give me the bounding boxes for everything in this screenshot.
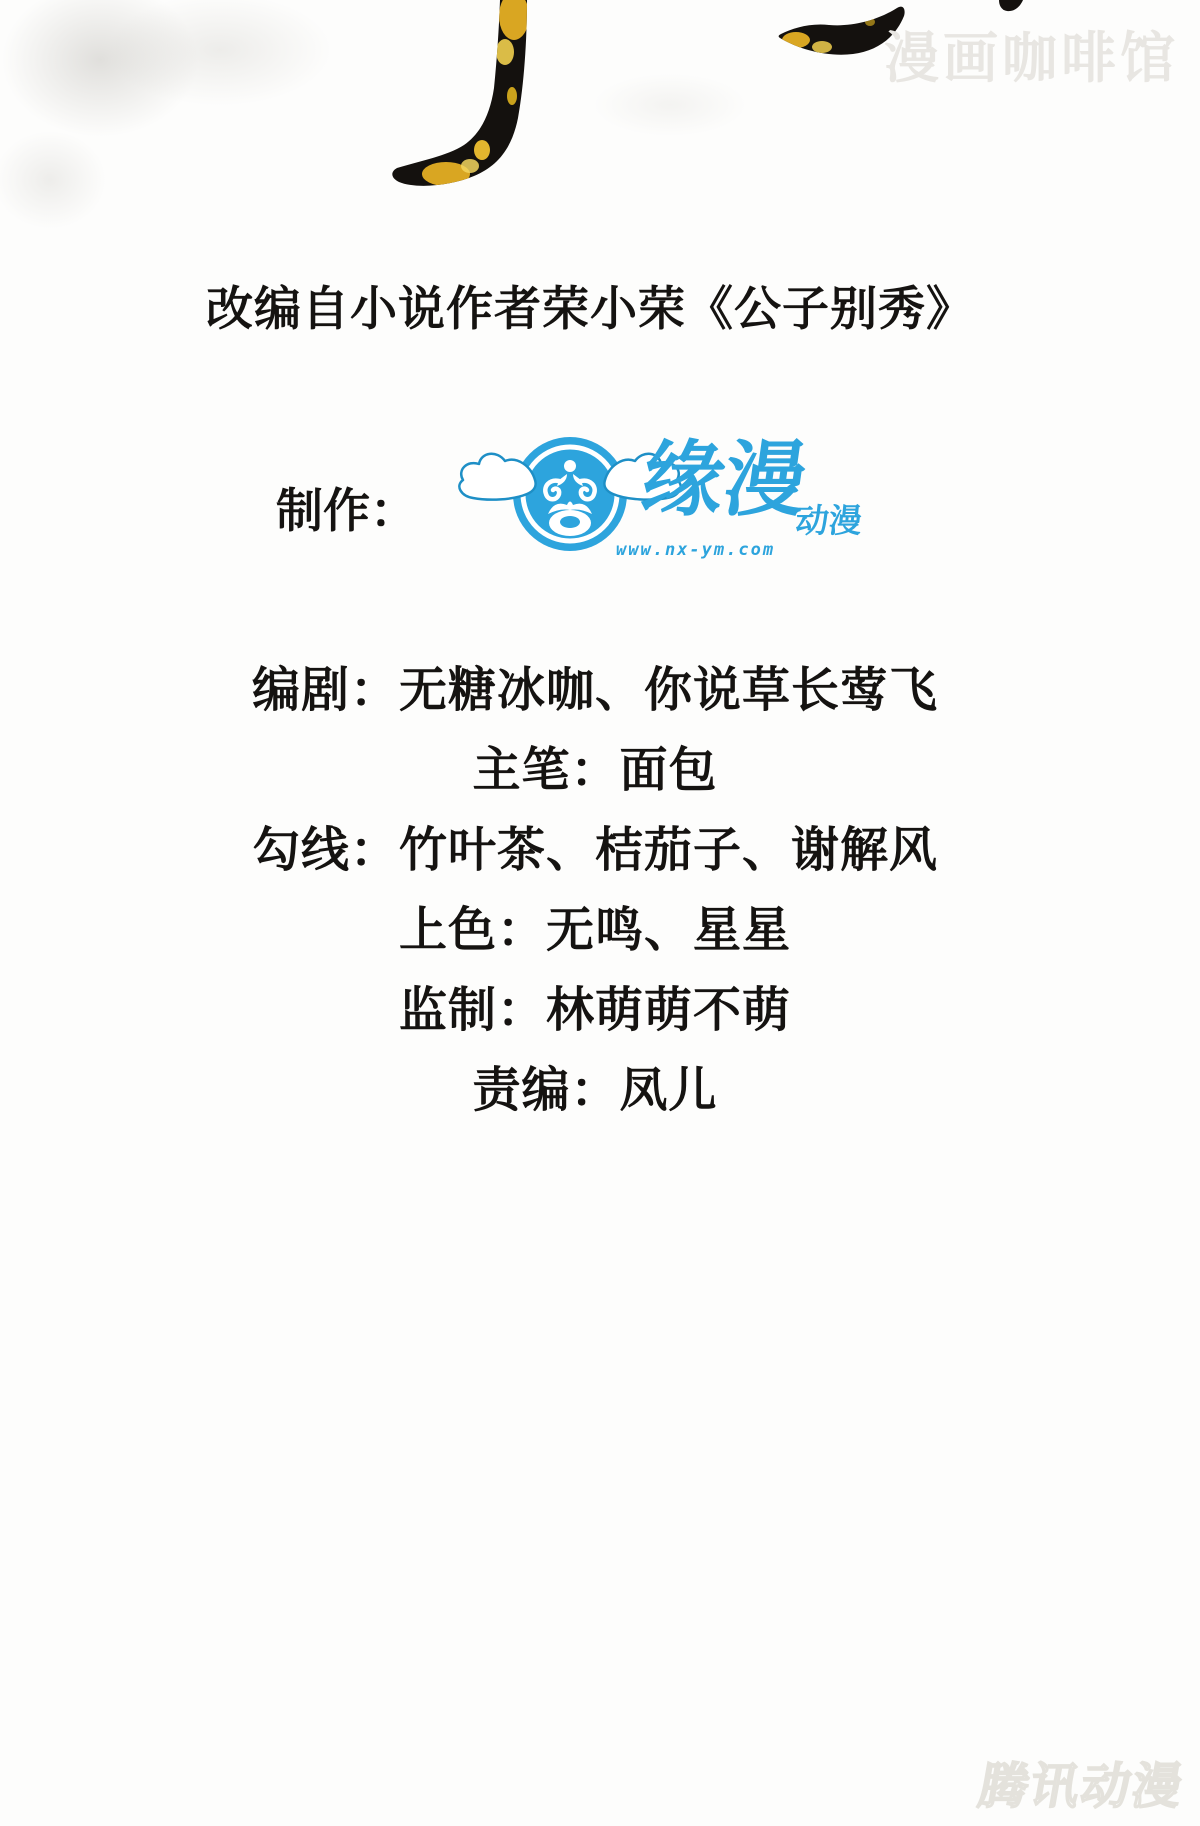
studio-website-text: www.nx-ym.com <box>616 540 776 560</box>
platform-watermark-text: 腾讯动漫 <box>974 1758 1189 1815</box>
credit-line-screenwriter: 编剧：无糖冰咖、你说草长莺飞 <box>251 662 938 718</box>
studio-logo-suffix: 动漫 <box>793 501 864 540</box>
site-watermark-text: 漫画咖啡馆 <box>884 26 1180 90</box>
studio-logo-wordmark: 缘漫 <box>635 433 813 528</box>
credits-list <box>40 664 1150 1117</box>
credit-line-lineart: 勾线：竹叶茶、桔茄子、谢解风 <box>251 822 938 878</box>
credit-line-supervisor: 监制：林萌萌不萌 <box>398 982 791 1038</box>
ink-fragment <box>999 0 1023 11</box>
adaptation-credit-text: 改编自小说作者荣小荣《公子别秀》 <box>206 282 974 337</box>
credit-line-editor: 责编：凤儿 <box>472 1062 718 1118</box>
production-label: 制作： <box>276 484 417 539</box>
credit-line-coloring: 上色：无鸣、星星 <box>398 902 791 958</box>
credit-line-lead-artist: 主笔：面包 <box>472 742 718 798</box>
